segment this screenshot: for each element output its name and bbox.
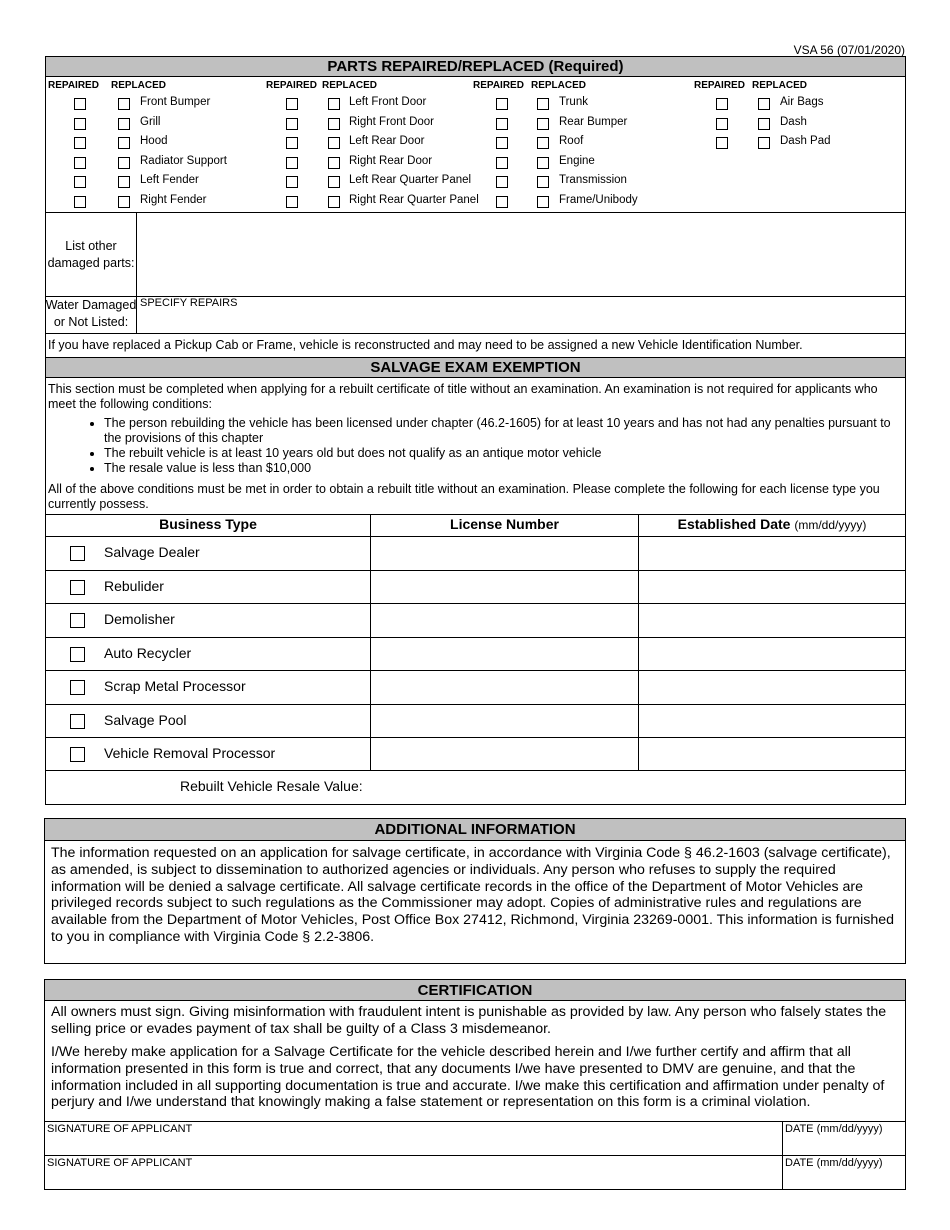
business-type-label: Vehicle Removal Processor xyxy=(104,745,276,761)
established-date-field[interactable] xyxy=(640,538,904,568)
col-header-replaced: REPLACED xyxy=(531,80,587,91)
reconstructed-note: If you have replaced a Pickup Cab or Frame, vehicle is reconstructed and may need to be assigned a new Vehicle Identification Number. xyxy=(48,338,803,352)
date-field-1[interactable] xyxy=(783,1136,905,1154)
license-number-field[interactable] xyxy=(372,572,636,602)
signature-label-1: SIGNATURE OF APPLICANT xyxy=(47,1123,193,1135)
repaired-checkbox-radiator-support[interactable] xyxy=(74,157,86,169)
list-other-label: List other damaged parts: xyxy=(47,239,135,270)
part-label: Transmission xyxy=(559,174,627,187)
list-other-field[interactable] xyxy=(137,213,905,296)
part-label: Air Bags xyxy=(780,96,824,108)
date-label-2: DATE (mm/dd/yyyy) xyxy=(785,1157,883,1169)
replaced-checkbox-left-rear-door[interactable] xyxy=(328,137,340,149)
established-date-field[interactable] xyxy=(640,572,904,602)
established-date-field[interactable] xyxy=(640,706,904,736)
part-label: Right Fender xyxy=(140,194,207,206)
part-label: Dash xyxy=(780,115,807,128)
specify-repairs-label: SPECIFY REPAIRS xyxy=(140,297,238,309)
replaced-checkbox-grill[interactable] xyxy=(118,118,130,130)
repaired-checkbox-grill[interactable] xyxy=(74,118,86,130)
business-type-label: Rebulider xyxy=(104,577,164,594)
repaired-checkbox-front-bumper[interactable] xyxy=(74,98,86,110)
repaired-checkbox-left-front-door[interactable] xyxy=(286,98,298,110)
replaced-checkbox-frame-unibody[interactable] xyxy=(537,196,549,208)
exemption-title: SALVAGE EXAM EXEMPTION xyxy=(46,358,905,378)
repaired-checkbox-engine[interactable] xyxy=(496,157,508,169)
business-checkbox-vehicle-removal-processor[interactable] xyxy=(70,747,85,762)
repaired-checkbox-hood[interactable] xyxy=(74,137,86,149)
license-number-field[interactable] xyxy=(372,639,636,669)
part-label: Rear Bumper xyxy=(559,115,628,128)
replaced-checkbox-front-bumper[interactable] xyxy=(118,98,130,110)
repaired-checkbox-right-rear-quarter-panel[interactable] xyxy=(286,196,298,208)
license-number-field[interactable] xyxy=(372,538,636,568)
col-header-repaired: REPAIRED xyxy=(473,80,524,91)
repaired-checkbox-right-rear-door[interactable] xyxy=(286,157,298,169)
replaced-checkbox-roof[interactable] xyxy=(537,137,549,149)
col-established-date: Established Date (mm/dd/yyyy) xyxy=(677,516,867,532)
established-date-field[interactable] xyxy=(640,605,904,635)
exemption-conditions xyxy=(46,416,898,476)
replaced-checkbox-radiator-support[interactable] xyxy=(118,157,130,169)
part-label: Front Bumper xyxy=(140,96,211,108)
col-header-repaired: REPAIRED xyxy=(694,80,745,91)
signature-field-1[interactable] xyxy=(45,1136,781,1154)
part-label: Hood xyxy=(140,135,168,148)
part-label: Right Rear Quarter Panel xyxy=(349,194,479,206)
established-date-field[interactable] xyxy=(640,739,904,769)
replaced-checkbox-hood[interactable] xyxy=(118,137,130,149)
part-label: Frame/Unibody xyxy=(559,194,638,206)
repaired-checkbox-frame-unibody[interactable] xyxy=(496,196,508,208)
part-label: Right Front Door xyxy=(349,115,435,128)
col-business-type: Business Type xyxy=(159,516,257,532)
repaired-checkbox-transmission[interactable] xyxy=(496,176,508,188)
resale-value-label: Rebuilt Vehicle Resale Value: xyxy=(180,778,363,794)
established-date-field[interactable] xyxy=(640,639,904,669)
repaired-checkbox-left-rear-quarter-panel[interactable] xyxy=(286,176,298,188)
replaced-checkbox-left-front-door[interactable] xyxy=(328,98,340,110)
repaired-checkbox-trunk[interactable] xyxy=(496,98,508,110)
additional-text: The information requested on an application for salvage certificate, in accordance with Virginia Code § 46.2-1603 (salvage certificate), as amended, is subject to dissemination to authorized agencies or individuals. Any person who refuses to supply the required information will be denied a salvage certificate. All salvage certificate records in the office of the Department of Motor Vehicles are privileged records subject to such regulations as the Commissioner may adopt. Copies of administrative rules and regulations are available from the Department of Motor Vehicles, Post Office Box 27412, Richmond, Virginia 23269-0001. This information is furnished to you in compliance with Virginia Code § 2.2-3806. xyxy=(51,845,895,945)
established-date-field[interactable] xyxy=(640,672,904,702)
business-checkbox-auto-recycler[interactable] xyxy=(70,647,85,662)
replaced-checkbox-right-fender[interactable] xyxy=(118,196,130,208)
license-number-field[interactable] xyxy=(372,739,636,769)
water-damaged-label: Water Damaged or Not Listed: xyxy=(45,298,137,329)
repaired-checkbox-right-fender[interactable] xyxy=(74,196,86,208)
repaired-checkbox-right-front-door[interactable] xyxy=(286,118,298,130)
business-checkbox-rebulider[interactable] xyxy=(70,580,85,595)
condition-item: • The person rebuilding the vehicle has been licensed under chapter (46.2-1605) for at least 10 years and has not had any penalties pursuant to the provisions of this chapter xyxy=(104,416,898,446)
replaced-checkbox-right-front-door[interactable] xyxy=(328,118,340,130)
repaired-checkbox-air-bags[interactable] xyxy=(716,98,728,110)
license-number-field[interactable] xyxy=(372,706,636,736)
parts-title: PARTS REPAIRED/REPLACED (Required) xyxy=(46,57,905,77)
replaced-checkbox-trunk[interactable] xyxy=(537,98,549,110)
col-header-replaced: REPLACED xyxy=(322,80,378,91)
repaired-checkbox-left-rear-door[interactable] xyxy=(286,137,298,149)
repaired-checkbox-left-fender[interactable] xyxy=(74,176,86,188)
exemption-intro: This section must be completed when applying for a rebuilt certificate of title without an examination. An examination is not required for applicants who meet the following conditions: xyxy=(48,382,878,411)
col-header-replaced: REPLACED xyxy=(111,80,167,91)
business-type-label: Auto Recycler xyxy=(104,644,192,661)
part-label: Grill xyxy=(140,115,161,128)
replaced-checkbox-dash[interactable] xyxy=(758,118,770,130)
certification-para-1: All owners must sign. Giving misinformation with fraudulent intent is punishable as provided by law. Any person who falsely states the selling price or evades payment of tax shall be guilty of a Class 3 misdemeanor. xyxy=(51,1004,887,1037)
replaced-checkbox-left-fender[interactable] xyxy=(118,176,130,188)
additional-title: ADDITIONAL INFORMATION xyxy=(45,819,905,841)
repaired-checkbox-roof[interactable] xyxy=(496,137,508,149)
part-label: Roof xyxy=(559,135,584,148)
exemption-outro: All of the above conditions must be met in order to obtain a rebuilt title without an examination. Please complete the following for each license type you currently possess. xyxy=(48,482,880,511)
part-label: Left Rear Door xyxy=(349,135,425,148)
certification-title: CERTIFICATION xyxy=(45,980,905,1001)
col-license-number: License Number xyxy=(450,516,559,532)
condition-item: • The resale value is less than $10,000 xyxy=(104,461,898,476)
replaced-checkbox-transmission[interactable] xyxy=(537,176,549,188)
replaced-checkbox-left-rear-quarter-panel[interactable] xyxy=(328,176,340,188)
business-type-label: Salvage Dealer xyxy=(104,544,200,560)
repaired-checkbox-dash[interactable] xyxy=(716,118,728,130)
col-header-replaced: REPLACED xyxy=(752,80,808,91)
license-number-field[interactable] xyxy=(372,605,636,635)
business-type-label: Demolisher xyxy=(104,611,175,627)
col-header-repaired: REPAIRED xyxy=(48,80,99,91)
license-number-field[interactable] xyxy=(372,672,636,702)
specify-repairs-field[interactable] xyxy=(137,310,905,332)
col-header-repaired: REPAIRED xyxy=(266,80,317,91)
repaired-checkbox-dash-pad[interactable] xyxy=(716,137,728,149)
business-type-label: Salvage Pool xyxy=(104,711,187,728)
date-label-1: DATE (mm/dd/yyyy) xyxy=(785,1123,883,1135)
signature-label-2: SIGNATURE OF APPLICANT xyxy=(47,1157,193,1169)
part-label: Left Fender xyxy=(140,174,199,187)
replaced-checkbox-air-bags[interactable] xyxy=(758,98,770,110)
business-checkbox-salvage-pool[interactable] xyxy=(70,714,85,729)
replaced-checkbox-right-rear-door[interactable] xyxy=(328,157,340,169)
part-label: Left Front Door xyxy=(349,96,427,108)
form-id: VSA 56 (07/01/2020) xyxy=(793,43,905,57)
part-label: Trunk xyxy=(559,96,588,108)
part-label: Left Rear Quarter Panel xyxy=(349,174,472,187)
date-field-2[interactable] xyxy=(783,1170,905,1189)
certification-para-2: I/We hereby make application for a Salvage Certificate for the vehicle described herein and I/we further certify and affirm that all information presented in this form is true and correct, that any documents I/we have presented to DMV are genuine, and that the information included in all supporting documentation is true and accurate. I/we make this certification and affirmation under penalty of perjury and I/we understand that knowingly making a false statement or representation on this form is a criminal violation. xyxy=(51,1044,885,1111)
part-label: Engine xyxy=(559,154,595,167)
signature-field-2[interactable] xyxy=(45,1170,781,1189)
replaced-checkbox-dash-pad[interactable] xyxy=(758,137,770,149)
part-label: Dash Pad xyxy=(780,135,831,148)
replaced-checkbox-rear-bumper[interactable] xyxy=(537,118,549,130)
business-checkbox-salvage-dealer[interactable] xyxy=(70,546,85,561)
business-checkbox-demolisher[interactable] xyxy=(70,613,85,628)
repaired-checkbox-rear-bumper[interactable] xyxy=(496,118,508,130)
business-type-label: Scrap Metal Processor xyxy=(104,678,246,694)
part-label: Radiator Support xyxy=(140,154,227,167)
part-label: Right Rear Door xyxy=(349,154,433,167)
replaced-checkbox-engine[interactable] xyxy=(537,157,549,169)
resale-value-field[interactable] xyxy=(375,772,903,803)
condition-item: • The rebuilt vehicle is at least 10 years old but does not qualify as an antique motor vehicle xyxy=(104,446,898,461)
replaced-checkbox-right-rear-quarter-panel[interactable] xyxy=(328,196,340,208)
business-checkbox-scrap-metal-processor[interactable] xyxy=(70,680,85,695)
